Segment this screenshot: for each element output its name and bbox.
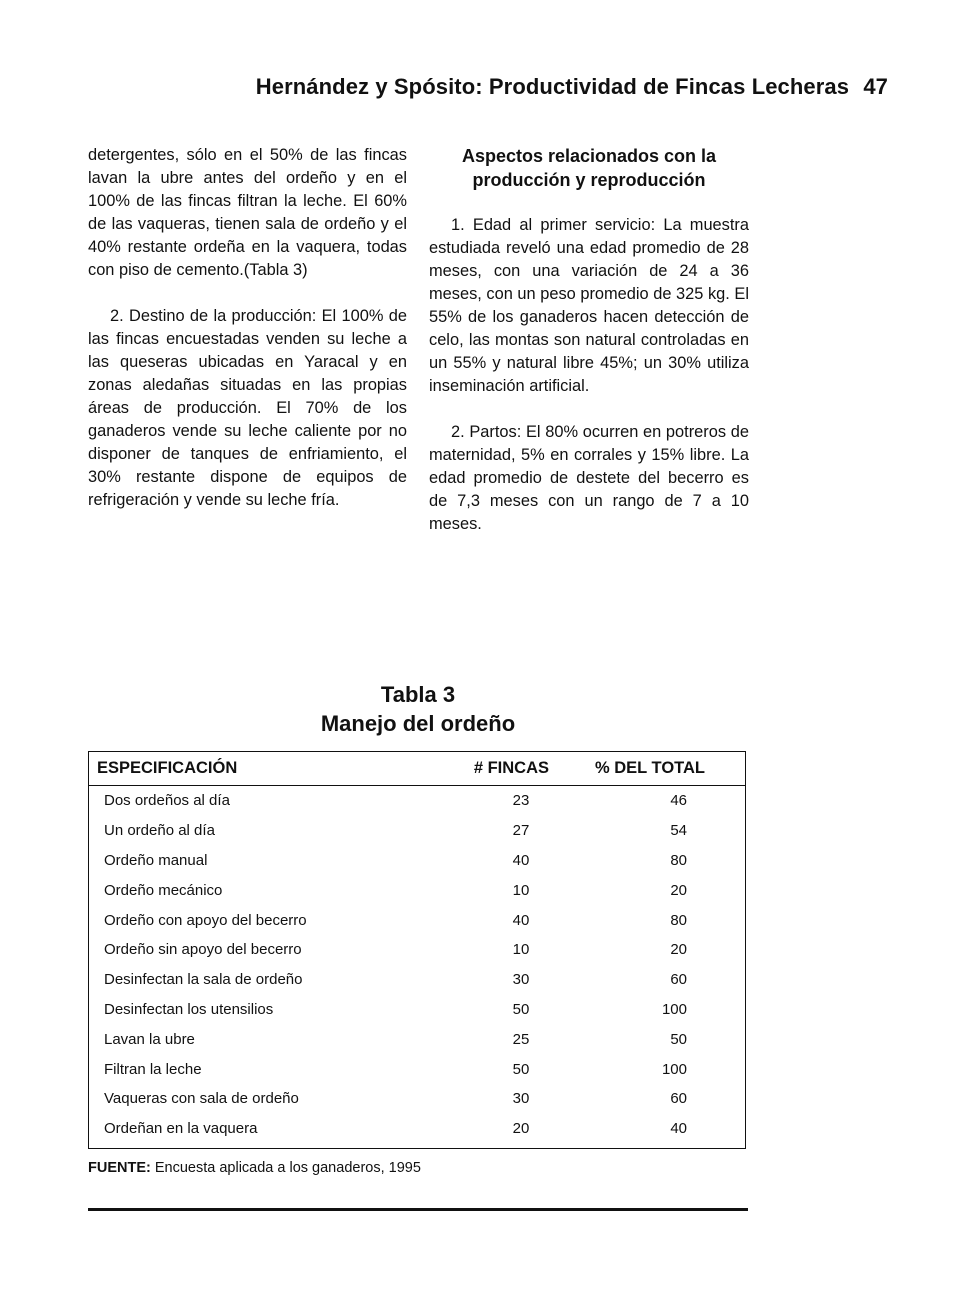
table-row <box>89 965 745 995</box>
table-row <box>89 875 745 905</box>
cell-percent: 40 <box>670 1120 687 1138</box>
cell-specification: Lavan la ubre <box>104 1030 195 1048</box>
table-caption <box>88 680 748 738</box>
cell-percent: 100 <box>661 1000 687 1018</box>
table-row <box>89 816 745 846</box>
cell-farms: 27 <box>512 822 530 840</box>
source-label: FUENTE: <box>88 1160 151 1176</box>
cell-specification: Ordeñan en la vaquera <box>104 1120 258 1138</box>
cell-percent: 100 <box>661 1060 687 1078</box>
cell-farms: 50 <box>512 1000 530 1018</box>
cell-percent: 80 <box>670 911 687 929</box>
table-row <box>89 1114 745 1148</box>
paragraph: 2. Partos: El 80% ocurren en potreros de maternidad, 5% en corrales y 15% libre. La edad promedio de destete del becerro es de 7,3 meses con un rango de 7 a 10 meses. <box>429 423 749 533</box>
column-header-specification: ESPECIFICACIÓN <box>89 752 429 786</box>
cell-specification: Filtran la leche <box>104 1060 202 1078</box>
cell-specification: Dos ordeños al día <box>104 792 230 810</box>
right-column <box>429 144 749 536</box>
table-source <box>88 1160 421 1176</box>
table-header-row <box>89 752 745 786</box>
cell-farms: 25 <box>512 1030 530 1048</box>
running-title: Hernández y Spósito: Productividad de Fincas Lecheras <box>255 74 850 99</box>
cell-specification: Ordeño sin apoyo del becerro <box>104 941 302 959</box>
paragraph: 1. Edad al primer servicio: La muestra estudiada reveló una edad promedio de 28 meses, con una variación de 24 a 36 meses, con un peso promedio de 325 kg. El 55% de los ganaderos hacen detección de celo, las montas son natural controladas en un 55% y natural libre 45%; un 30% utiliza inseminación artificial. <box>429 216 749 395</box>
cell-percent: 20 <box>670 881 687 899</box>
column-header-percent: % DEL TOTAL <box>583 752 745 786</box>
cell-specification: Desinfectan los utensilios <box>104 1000 274 1018</box>
cell-percent: 60 <box>670 1090 687 1108</box>
cell-percent: 20 <box>670 941 687 959</box>
cell-farms: 30 <box>512 971 530 989</box>
column-header-farms: # FINCAS <box>429 752 583 786</box>
left-column <box>88 144 407 512</box>
cell-specification: Ordeño mecánico <box>104 881 223 899</box>
table-row <box>89 786 745 816</box>
paragraph: detergentes, sólo en el 50% de las fincas lavan la ubre antes del ordeño y en el 100% de las fincas filtran la leche. El 60% de las vaqueras, tienen sala de ordeño y el 40% restante ordeña en la vaquera, todas con piso de cemento.(Tabla 3) <box>88 146 407 279</box>
milking-table <box>88 751 746 1149</box>
cell-farms: 50 <box>512 1060 530 1078</box>
table-row <box>89 1024 745 1054</box>
cell-specification: Ordeño con apoyo del becerro <box>104 911 307 929</box>
cell-specification: Vaqueras con sala de ordeño <box>104 1090 299 1108</box>
source-text: Encuesta aplicada a los ganaderos, 1995 <box>150 1160 421 1176</box>
cell-specification: Un ordeño al día <box>104 822 215 840</box>
cell-farms: 10 <box>512 881 530 899</box>
cell-percent: 80 <box>670 851 687 869</box>
cell-specification: Desinfectan la sala de ordeño <box>104 971 303 989</box>
cell-farms: 10 <box>512 941 530 959</box>
table-row <box>89 1054 745 1084</box>
data-table <box>89 752 745 1148</box>
running-head <box>256 74 888 100</box>
table-number: Tabla 3 <box>380 682 456 707</box>
page-number: 47 <box>863 74 888 99</box>
cell-percent: 54 <box>670 822 687 840</box>
section-heading: Aspectos relacionados con la producción y reproducción <box>461 146 717 190</box>
footer-rule <box>88 1208 748 1211</box>
cell-farms: 40 <box>512 911 530 929</box>
cell-farms: 23 <box>512 792 530 810</box>
cell-percent: 60 <box>670 971 687 989</box>
cell-percent: 50 <box>670 1030 687 1048</box>
table-row <box>89 846 745 876</box>
table-row <box>89 995 745 1025</box>
table-body <box>89 786 745 1148</box>
cell-farms: 40 <box>512 851 530 869</box>
table-row <box>89 905 745 935</box>
table-row <box>89 935 745 965</box>
table-title: Manejo del ordeño <box>320 711 516 736</box>
cell-farms: 20 <box>512 1120 530 1138</box>
cell-percent: 46 <box>670 792 687 810</box>
table-row <box>89 1084 745 1114</box>
cell-farms: 30 <box>512 1090 530 1108</box>
cell-specification: Ordeño manual <box>104 851 208 869</box>
paragraph: 2. Destino de la producción: El 100% de las fincas encuestadas venden su leche a las queseras ubicadas en Yaracal y en zonas aledañas situadas en las propias áreas de producción. El 70% de los ganaderos vende su leche caliente por no disponer de tanques de enfriamiento, el 30% restante dispone de equipos de refrigeración y vende su leche fría. <box>88 307 407 509</box>
